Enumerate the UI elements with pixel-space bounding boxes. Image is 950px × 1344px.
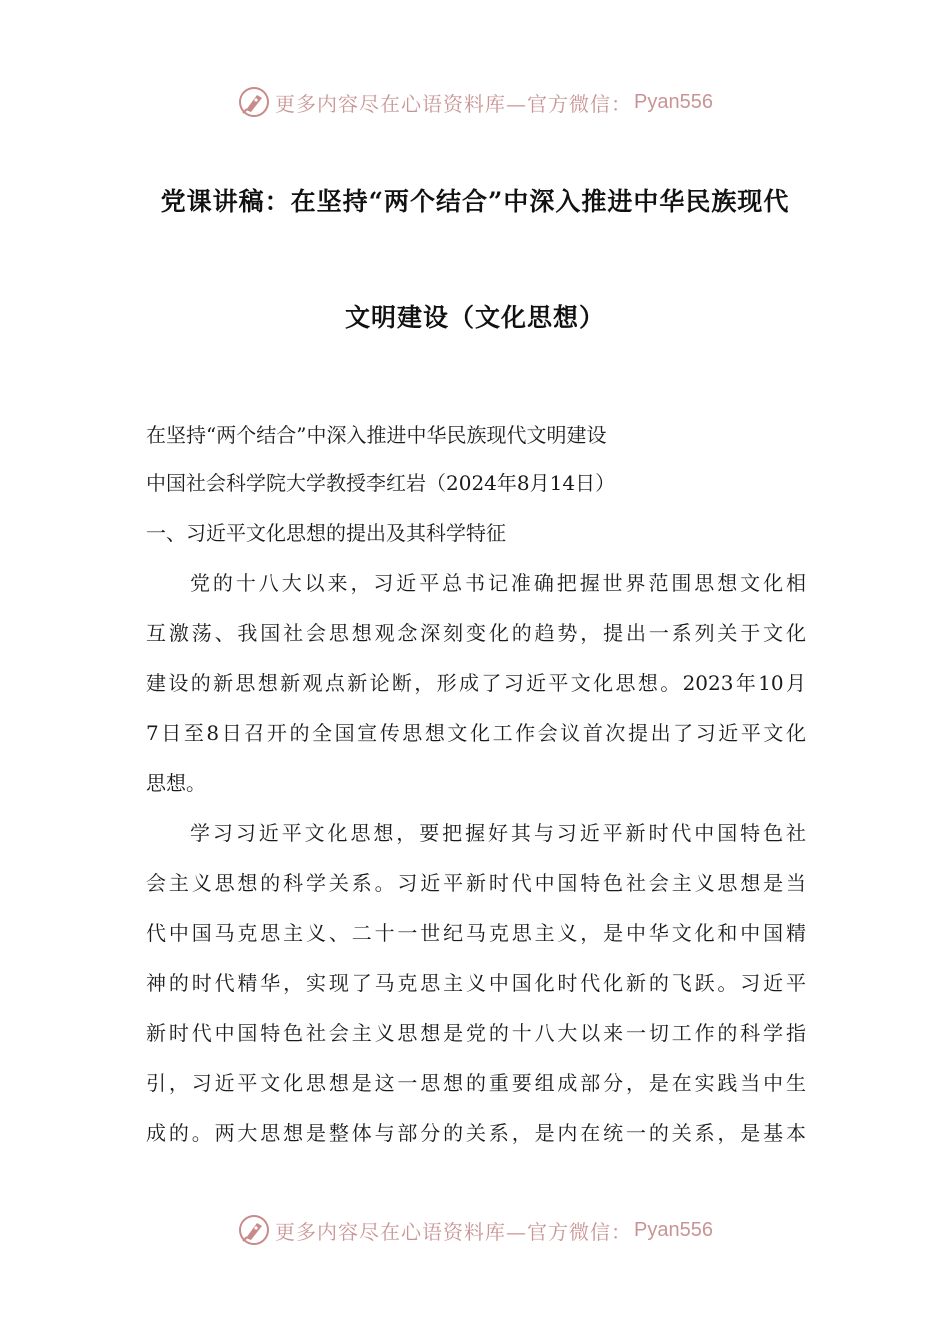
document-title-line-1: 党课讲稿：在坚持“两个结合”中深入推进中华民族现代 — [160, 187, 790, 216]
paragraph-2-line: 会主义思想的科学关系。习近平新时代中国特色社会主义思想是当 — [146, 871, 806, 895]
paragraph-1-line: 思想。 — [146, 771, 206, 795]
watermark-text: 更多内容尽在心语资料库—官方微信： — [275, 1219, 633, 1244]
paragraph-2-line: 引，习近平文化思想是这一思想的重要组成部分，是在实践当中生 — [146, 1071, 806, 1095]
paragraph-2-line: 学习习近平文化思想，要把握好其与习近平新时代中国特色社 — [190, 821, 806, 845]
document-subtitle: 在坚持“两个结合”中深入推进中华民族现代文明建设 — [146, 423, 607, 447]
document-title-line-2: 文明建设（文化思想） — [344, 303, 605, 332]
paragraph-1-line: 建设的新思想新观点新论断，形成了习近平文化思想。2023年10月 — [146, 671, 806, 695]
paragraph-2-line: 成的。两大思想是整体与部分的关系，是内在统一的关系，是基本 — [146, 1121, 806, 1145]
watermark-text: 更多内容尽在心语资料库—官方微信： — [275, 91, 633, 116]
paragraph-2-line: 新时代中国特色社会主义思想是党的十八大以来一切工作的科学指 — [146, 1021, 806, 1045]
paragraph-1-line: 互激荡、我国社会思想观念深刻变化的趋势，提出一系列关于文化 — [146, 621, 806, 645]
paragraph-1-line: 7日至8日召开的全国宣传思想文化工作会议首次提出了习近平文化 — [146, 721, 806, 745]
watermark-wechat-id: Pyan556 — [634, 1218, 713, 1241]
paragraph-2-line: 神的时代精华，实现了马克思主义中国化时代化新的飞跃。习近平 — [146, 971, 806, 995]
paragraph-1-line: 党的十八大以来，习近平总书记准确把握世界范围思想文化相 — [190, 571, 806, 595]
section-heading: 一、习近平文化思想的提出及其科学特征 — [146, 521, 506, 545]
watermark-banner-bottom — [0, 1210, 950, 1250]
watermark-wechat-id: Pyan556 — [634, 90, 713, 113]
author-line: 中国社会科学院大学教授李红岩（2024年8月14日） — [146, 471, 616, 495]
pen-nib-logo-icon — [237, 1213, 271, 1247]
pen-nib-logo-icon — [237, 85, 271, 119]
paragraph-2-line: 代中国马克思主义、二十一世纪马克思主义，是中华文化和中国精 — [146, 921, 806, 945]
watermark-banner-top — [0, 82, 950, 122]
